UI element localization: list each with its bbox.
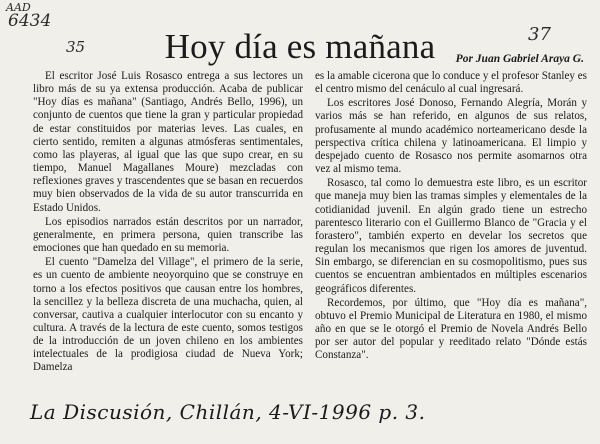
handwritten-corner-number: 37	[528, 24, 551, 45]
article-title: Hoy día es mañana	[164, 27, 436, 67]
article-column-left	[33, 70, 303, 375]
paragraph: Los escritores José Donoso, Fernando Alegría, Morán y varios más se han referido, en algunos de sus relatos, profusamente al mundo académico norteamericano desde la perspectiva crítica chilena y latinoamericana. El limpio y despejado cuento de Rosasco nos permite asomarnos otra vez al mismo tema.	[315, 97, 587, 176]
paragraph: El cuento "Damelza del Village", el primero de la serie, es un cuento de ambiente neoyorquino que se construye en torno a los efectos positivos que causan entre los hombres, la sencillez y la belleza discreta de una muchacha, quien, al conversar, cautiva a cualquier interlocutor con su encanto y cultura. A través de la lectura de este cuento, somos testigos de la introducción de un joven chileno en los ambientes intelectuales de la prodigiosa ciudad de Nueva York; Damelza	[33, 256, 303, 374]
paragraph: Los episodios narrados están descritos por un narrador, generalmente, en primera persona, quien transcribe las emociones que han quedado en su memoria.	[33, 215, 303, 255]
handwritten-archive-code: AAD	[6, 1, 31, 14]
handwritten-page-mark: 35	[66, 38, 86, 56]
paragraph: El escritor José Luis Rosasco entrega a sus lectores un libro más de su ya extensa producción. Acaba de publicar "Hoy días es mañana" (Santiago, Andrés Bello, 1996), un conjunto de cuentos que tiene la gran y particular propiedad de estar constituidos por materias leves. Las cuales, en cierto sentido, remiten a algunas atmósferas sentimentales, como las playeras, al igual que las que supo crear, en su tiempo, Manuel Magallanes Moure) mezcladas con reflexiones graves y trascendentes que se basan en recuerdos muy bien observados de la vida de su autor transcurrida en Estado Unidos.	[33, 70, 303, 214]
paragraph: Rosasco, tal como lo demuestra este libro, es un escritor que maneja muy bien las tramas simples y elementales de la cotidianidad juvenil. En algún grado tiene un estrecho parentesco literario con el Guillermo Blanco de "Gracia y el forastero", también experto en develar los secretos que regulan los mecanismos que rigen los amores de juventud. Sin embargo, se diferencian en su cosmopolitismo, pues sus cuentos se encuentran ambientados en múltiples escenarios geográficos diferentes.	[315, 177, 587, 295]
paragraph: Recordemos, por último, que "Hoy día es mañana", obtuvo el Premio Municipal de Literatura en 1980, el mismo año en que se le otorgó el Premio de Novela Andrés Bello por ser autor del popular y reeditado relato "Dónde estás Constanza".	[315, 296, 587, 362]
handwritten-archive-number: 6434	[8, 11, 52, 31]
article-byline: Por Juan Gabriel Araya G.	[455, 53, 584, 65]
paragraph: es la amable cicerona que lo conduce y el profesor Stanley es el centro mismo del cenáculo al cual ingresará.	[315, 70, 587, 96]
article-column-right	[315, 70, 587, 362]
handwritten-source-note: La Discusión, Chillán, 4-VI-1996 p. 3.	[30, 400, 426, 424]
